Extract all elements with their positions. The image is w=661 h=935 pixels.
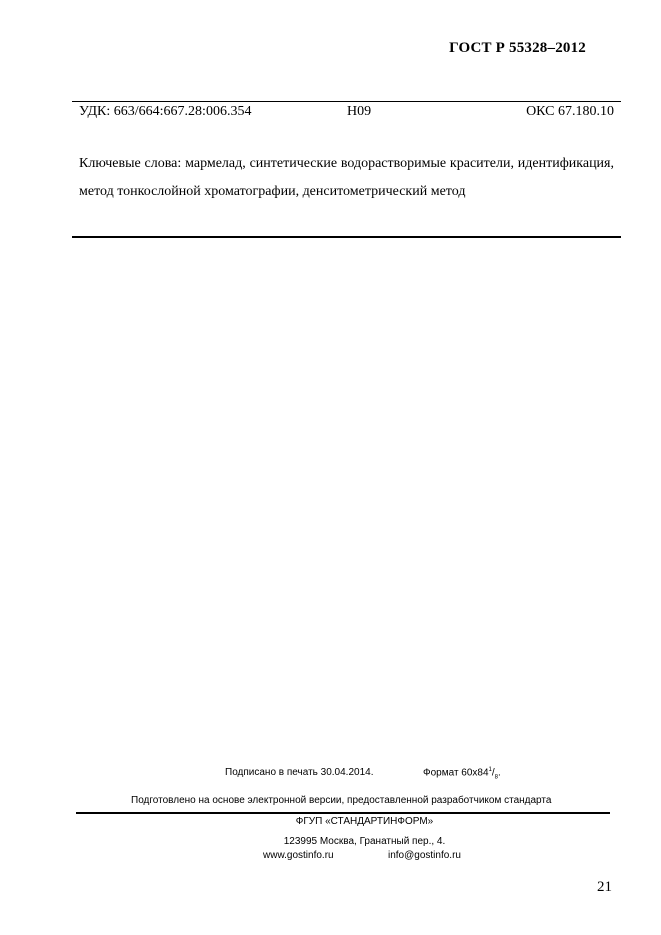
imprint-rule — [76, 812, 610, 814]
paper-format: Формат $60x84^1/_8$. — [423, 767, 501, 781]
prepared-note: Подготовлено на основе электронной версии, предоставленной разработчиком стандарта — [131, 795, 552, 806]
oks-code: ОКС 67.180.10 — [526, 104, 614, 119]
email-link[interactable]: info@gostinfo.ru — [388, 850, 461, 861]
signed-date: Подписано в печать 30.04.2014. — [225, 767, 374, 778]
document-code: ГОСТ Р 55328–2012 — [449, 40, 586, 56]
group-code: Н09 — [347, 104, 372, 119]
format-suffix: . — [498, 767, 501, 779]
format-numerator: 1 — [488, 767, 492, 773]
format-prefix: Формат 60x84 — [423, 767, 489, 779]
keywords-rule — [72, 236, 621, 238]
publisher-name: ФГУП «СТАНДАРТИНФОРМ» — [295, 816, 434, 827]
top-rule — [72, 101, 621, 102]
page-number: 21 — [597, 879, 612, 895]
classification-row — [79, 104, 614, 122]
udk-code: УДК: 663/664:667.28:006.354 — [79, 104, 252, 119]
keywords-paragraph: Ключевые слова: мармелад, синтетические водорастворимые красители, идентификация, метод тонкослойной хроматографии, денситометрический метод — [79, 156, 614, 199]
website-link[interactable]: www.gostinfo.ru — [263, 850, 334, 861]
publisher-address: 123995 Москва, Гранатный пер., 4. — [283, 836, 446, 847]
format-denominator: 8 — [494, 774, 499, 781]
